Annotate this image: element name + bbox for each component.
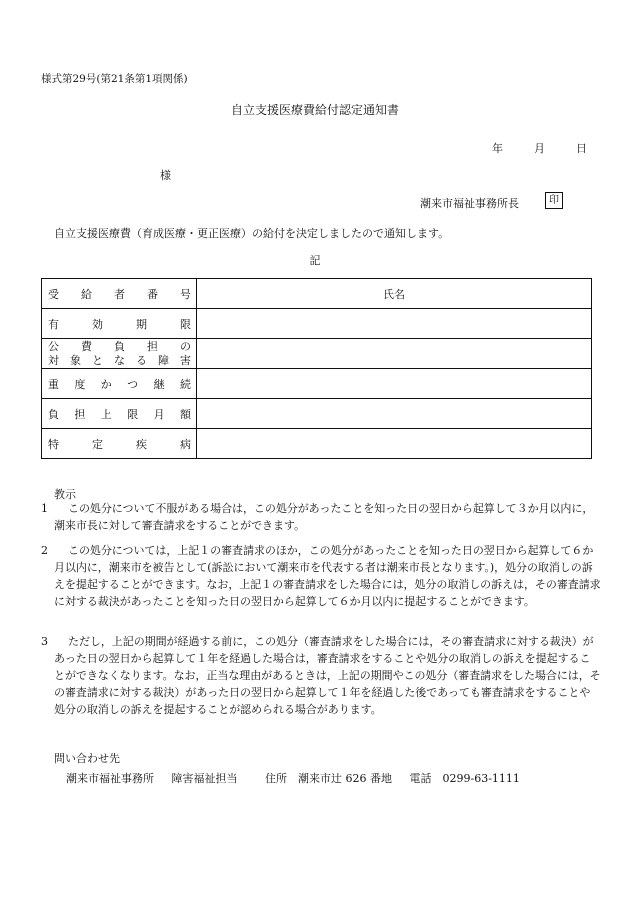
label-char: と	[92, 353, 103, 367]
label-char: 害	[180, 353, 191, 367]
intro-text: 自立支援医療費（育成医療・更正医療）の給付を決定しましたので通知します。	[54, 227, 450, 240]
ki-heading: 記	[309, 254, 321, 267]
label-char: 公	[48, 339, 59, 353]
row-label-line2	[48, 355, 191, 367]
label-char: 継	[153, 377, 165, 391]
label-char: 象	[70, 353, 81, 367]
seal-mark: 印	[545, 192, 563, 209]
label-char: る	[136, 353, 147, 367]
label-char: の	[180, 339, 191, 353]
contact-phone: 電話 0299-63-1111	[409, 772, 520, 785]
label-char: 給	[81, 287, 92, 301]
label-char: つ	[127, 377, 139, 391]
label-char: 期	[136, 317, 147, 331]
row-label-line1	[48, 341, 191, 353]
table-row	[42, 309, 592, 339]
label-char: 特	[48, 437, 59, 451]
form-number: 様式第29号(第21条第1項関係)	[41, 73, 188, 85]
label-char: 度	[74, 377, 86, 391]
date-day: 日	[576, 142, 587, 155]
note-text: ただし，上記の期間が経過する前に，この処分（審査請求をした場合には，その審査請求に対する裁決）があった日の翌日から起算して１年を経過した場合は，審査請求をすることや処分の取消しの訴えを提起することができなくなります。なお，正当な理由があるときは，上記の期間やこの処分（審査請求をした場合には，その審査請求に対する裁決）があった日の翌日から起算して１年を経過した後であっても審査請求をすることや処分の取消しの訴えを提起することが認められる場合があります。	[54, 635, 601, 716]
document-title: 自立支援医療費給付認定通知書	[230, 103, 399, 117]
label-cell	[42, 399, 197, 429]
row-label	[48, 436, 191, 452]
label-cell	[42, 369, 197, 399]
label-char: 定	[92, 437, 103, 451]
table-row	[42, 339, 592, 369]
label-char: 費	[81, 339, 92, 353]
label-char: 対	[48, 353, 59, 367]
label-char: 病	[180, 437, 191, 451]
note-item	[41, 633, 601, 718]
value-cell	[197, 339, 592, 369]
info-table	[41, 278, 592, 459]
contact-address: 住所 潮来市辻 626 番地	[265, 772, 392, 785]
table-row	[42, 279, 592, 309]
name-header: 氏名	[197, 279, 592, 309]
label-char: 号	[180, 287, 191, 301]
note-number: 2	[41, 544, 48, 557]
row-label	[48, 286, 191, 302]
table-row	[42, 369, 592, 399]
label-char: 続	[179, 377, 191, 391]
label-char: 担	[74, 407, 86, 421]
contact-office: 潮来市福祉事務所	[66, 772, 154, 785]
date-year: 年	[492, 142, 503, 155]
label-char: な	[114, 353, 125, 367]
value-cell	[197, 369, 592, 399]
label-cell	[42, 279, 197, 309]
date-line	[492, 140, 587, 156]
addressee-suffix: 様	[160, 169, 171, 182]
label-char: 効	[92, 317, 103, 331]
note-item	[41, 500, 601, 534]
issuer-name: 潮来市福祉事務所長	[420, 197, 519, 210]
row-label	[48, 406, 191, 422]
label-char: 限	[127, 407, 139, 421]
note-number: 3	[41, 635, 48, 648]
row-label	[48, 376, 191, 392]
label-char: か	[100, 377, 112, 391]
contact-line	[66, 770, 534, 786]
label-char: 負	[114, 339, 125, 353]
label-char: 有	[48, 317, 59, 331]
label-char: 重	[48, 377, 59, 391]
note-text: この処分について不服がある場合は，この処分があったことを知った日の翌日から起算して３か月以内に，潮来市長に対して審査請求をすることができます。	[54, 502, 594, 532]
label-char: 障	[158, 353, 169, 367]
value-cell	[197, 399, 592, 429]
label-cell	[42, 429, 197, 459]
value-cell	[197, 429, 592, 459]
row-label	[48, 316, 191, 332]
label-char: 担	[147, 339, 158, 353]
label-char: 者	[114, 287, 125, 301]
note-number: 1	[41, 502, 48, 515]
notes-title: 教示	[54, 488, 76, 501]
date-month: 月	[534, 142, 545, 155]
label-char: 上	[100, 407, 112, 421]
label-char: 額	[179, 407, 191, 421]
label-char: 月	[153, 407, 165, 421]
label-char: 受	[48, 287, 59, 301]
label-char: 負	[48, 407, 59, 421]
label-cell	[42, 309, 197, 339]
note-item	[41, 542, 601, 610]
label-char: 疾	[136, 437, 147, 451]
note-text: この処分については，上記１の審査請求のほか，この処分があったことを知った日の翌日から起算して６か月以内に，潮来市を被告として(訴訟において潮来市を代表する者は潮来市長となります。)，処分の取消しの訴えを提起することができます。なお，上記１の審査請求をした場合には，処分の取消しの訴えは，その審査請求に対する裁決があったことを知った日の翌日から起算して６か月以内に提起することができます。	[54, 544, 601, 608]
contact-section: 障害福祉担当	[171, 772, 238, 785]
contact-heading: 問い合わせ先	[54, 752, 120, 765]
table-row	[42, 429, 592, 459]
label-cell	[42, 339, 197, 369]
table-row	[42, 399, 592, 429]
label-char: 番	[147, 287, 158, 301]
value-cell	[197, 309, 592, 339]
label-char: 限	[180, 317, 191, 331]
